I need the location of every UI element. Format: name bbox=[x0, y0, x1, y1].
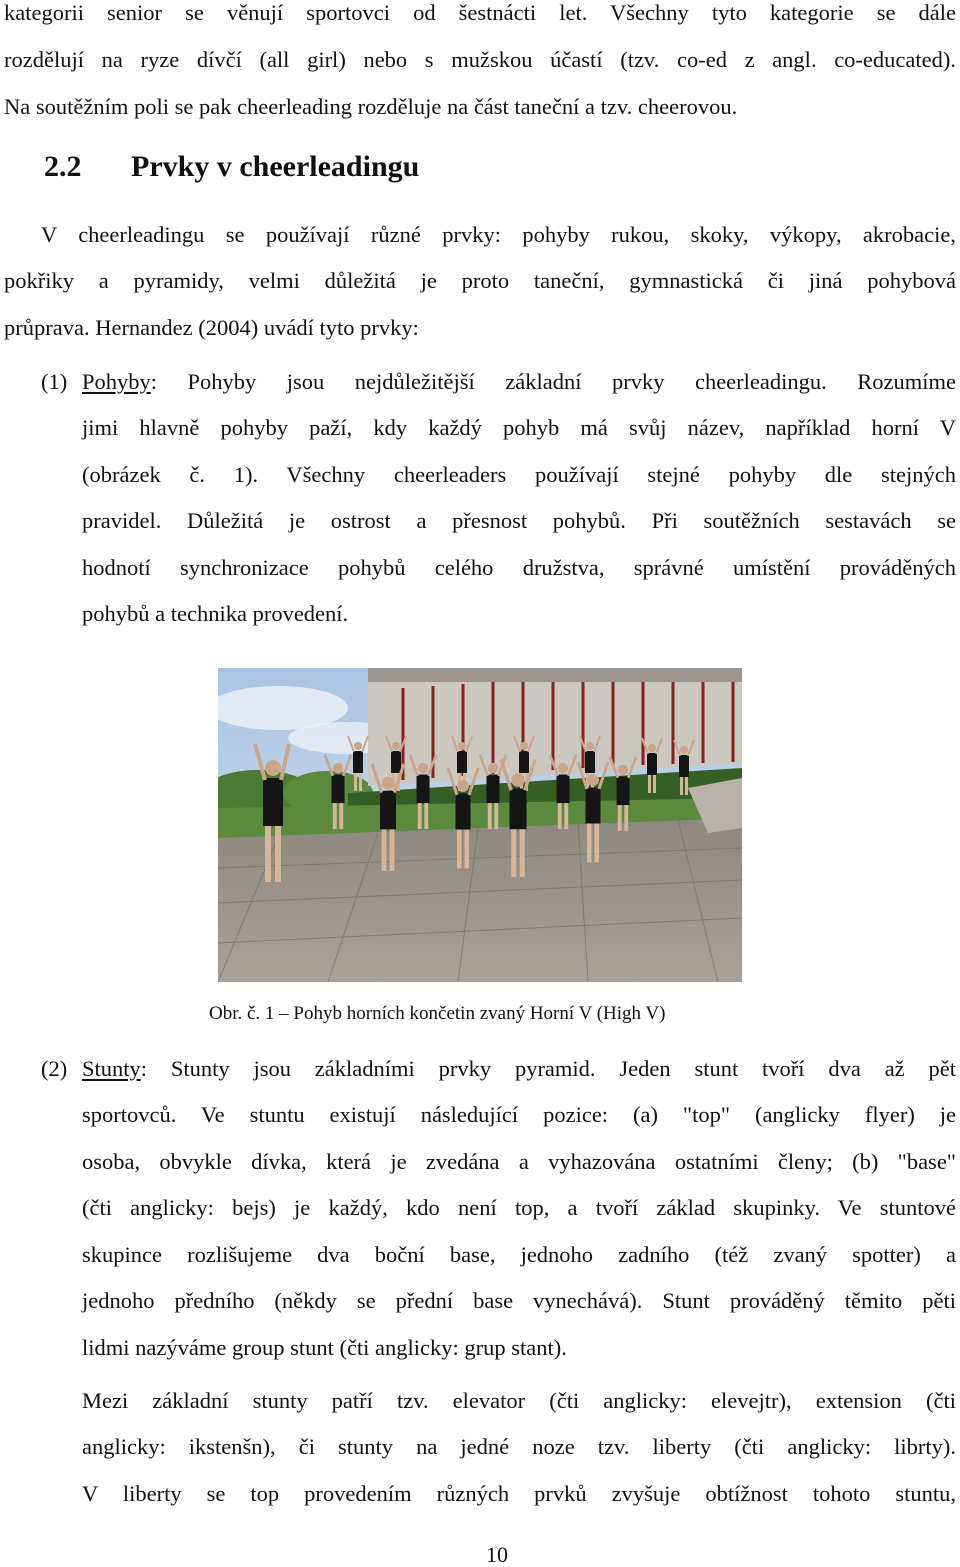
intro-line-2: rozdělují na ryze dívčí (all girl) nebo s mužskou účastí (tzv. co-ed z angl. co-educated). bbox=[4, 47, 956, 72]
item1-line-1-rest: : Pohyby jsou nejdůležitější základní prvky cheerleadingu. Rozumíme bbox=[150, 369, 956, 394]
item1-marker: (1) bbox=[41, 369, 68, 394]
para1-line-1: V cheerleadingu se používají různé prvky: pohyby rukou, skoky, výkopy, akrobacie, bbox=[41, 222, 956, 247]
cheerleaders-photo-image bbox=[218, 668, 742, 982]
item2-line-2: sportovců. Ve stuntu existují následující pozice: (a) "top" (anglicky flyer) je bbox=[82, 1102, 956, 1127]
item2-line-1 bbox=[82, 1058, 956, 1081]
para2-line-2: anglicky: ikstenšn), či stunty na jedné noze tzv. liberty (čti anglicky: librty). bbox=[82, 1434, 956, 1459]
figure-caption: Obr. č. 1 – Pohyb horních končetin zvaný Horní V (High V) bbox=[209, 1003, 666, 1024]
item1-line-5: hodnotí synchronizace pohybů celého družstva, správné umístění prováděných bbox=[82, 555, 956, 580]
item1-line-2: jimi hlavně pohyby paží, kdy každý pohyb má svůj název, například horní V bbox=[82, 415, 956, 440]
item1-line-1 bbox=[82, 371, 956, 394]
item2-term: Stunty bbox=[82, 1056, 141, 1081]
item2-line-3: osoba, obvykle dívka, která je zvedána a vyhazována ostatními členy; (b) "base" bbox=[82, 1149, 956, 1174]
item1-line-4: pravidel. Důležitá je ostrost a přesnost pohybů. Při soutěžních sestavách se bbox=[82, 508, 956, 533]
item2-line-1-rest: : Stunty jsou základními prvky pyramid. Jeden stunt tvoří dva až pět bbox=[140, 1056, 956, 1081]
page-number: 10 bbox=[486, 1542, 508, 1567]
intro-line-1: kategorii senior se věnují sportovci od šestnácti let. Všechny tyto kategorie se dále bbox=[4, 0, 956, 25]
section-number: 2.2 bbox=[44, 150, 82, 183]
para1-line-3: průprava. Hernandez (2004) uvádí tyto prvky: bbox=[4, 315, 419, 340]
item1-line-6: pohybů a technika provedení. bbox=[82, 601, 349, 626]
para2-line-1: Mezi základní stunty patří tzv. elevator (čti anglicky: elevejtr), extension (čti bbox=[82, 1388, 956, 1413]
item1-term: Pohyby bbox=[82, 369, 151, 394]
section-title: Prvky v cheerleadingu bbox=[131, 150, 420, 183]
item2-line-7: lidmi nazýváme group stunt (čti anglicky: grup stant). bbox=[82, 1335, 567, 1360]
item2-line-6: jednoho předního (někdy se přední base vynechává). Stunt prováděný těmito pěti bbox=[82, 1288, 956, 1313]
para1-line-2: pokřiky a pyramidy, velmi důležitá je proto taneční, gymnastická či jiná pohybová bbox=[4, 268, 956, 293]
item2-marker: (2) bbox=[41, 1056, 68, 1081]
item2-line-5: skupince rozlišujeme dva boční base, jednoho zadního (též zvaný spotter) a bbox=[82, 1242, 956, 1267]
item1-line-3: (obrázek č. 1). Všechny cheerleaders používají stejné pohyby dle stejných bbox=[82, 462, 956, 487]
item2-line-4: (čti anglicky: bejs) je každý, kdo není top, a tvoří základ skupinky. Ve stuntové bbox=[82, 1195, 956, 1220]
figure-photo bbox=[218, 668, 742, 982]
para2-line-3: V liberty se top provedením různých prvků zvyšuje obtížnost tohoto stuntu, bbox=[82, 1481, 956, 1506]
intro-line-3: Na soutěžním poli se pak cheerleading rozděluje na část taneční a tzv. cheerovou. bbox=[4, 94, 738, 119]
